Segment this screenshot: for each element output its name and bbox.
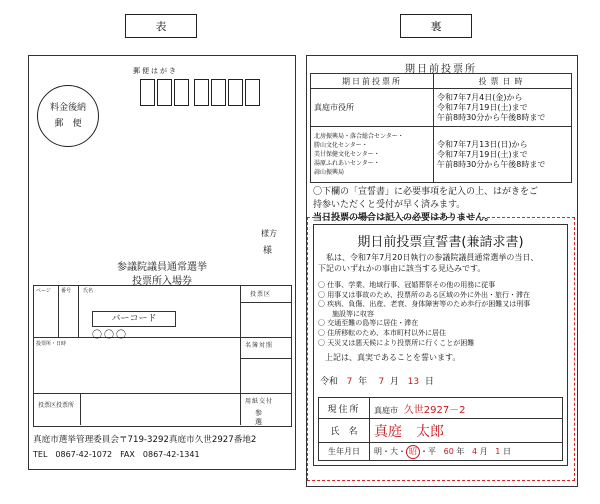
birth-year-value[interactable]: 60: [443, 446, 454, 456]
honorific-samakata: 様方: [261, 229, 277, 238]
name-label: 氏 名: [319, 419, 370, 443]
postage-stamp-mark: [37, 85, 99, 147]
stamp-line2: 郵 便: [54, 119, 82, 129]
reason-item[interactable]: 〇 用事又は事故のため、投票所のある区域の外に外出・旅行・滞在: [318, 290, 530, 299]
footer-organization: 真庭市選挙管理委員会〒719-3292真庭市久世2927番地2: [33, 435, 257, 445]
schedule-table: [310, 73, 572, 183]
birth-label: 生年月日: [319, 443, 370, 461]
col-venue-date: 投票所・日時: [36, 341, 67, 347]
oath-affirm: 上記は、真実であることを誓います。: [325, 353, 461, 362]
barcode: バーコード: [92, 311, 176, 327]
personal-info-table: [318, 397, 563, 461]
back-label: 裏: [400, 14, 472, 38]
name-value[interactable]: 真庭 太郎: [374, 423, 444, 440]
name-field[interactable]: [370, 419, 563, 443]
addr-label: 現住所: [319, 398, 370, 419]
front-label: 表: [125, 14, 197, 38]
col-ward-mark: 投票区投票所: [38, 402, 75, 409]
col-page: ページ: [36, 288, 51, 294]
date-day-value[interactable]: 13: [407, 377, 420, 387]
birth-month-value[interactable]: 4: [472, 446, 478, 456]
notice-line1: 〇下欄の「宣誓書」に必要事項を記入の上、はがきをご: [313, 187, 539, 197]
sched-head-place: 期日前投票所: [311, 74, 434, 89]
col-vote: 参: [255, 409, 262, 417]
era-showa-circled[interactable]: 昭: [406, 445, 420, 459]
birth-day-value[interactable]: 1: [495, 446, 501, 456]
col-ward: 投票区: [250, 291, 272, 298]
row2-dates: 令和7年7月13日(日)から 令和7年7月19日(土)まで 午前8時30分から午後8時まで: [434, 127, 572, 183]
oath-title: 期日前投票宣誓書(兼請求書): [357, 235, 524, 250]
stamp-line1: 料金後納: [49, 103, 86, 113]
addr-field[interactable]: 真庭市 久世2927－2: [370, 398, 563, 419]
row1-dates: 令和7年7月4日(金)から 令和7年7月19日(土)まで 午前8時30分から午後8時まで: [434, 89, 572, 127]
col-number: 番号: [61, 288, 72, 294]
sched-head-date: 投票日時: [434, 74, 572, 89]
footer-telephone: TEL 0867-42-1072 FAX 0867-42-1341: [33, 450, 200, 459]
reason-item[interactable]: 〇 天災又は悪天候により投票所に行くことが困難: [318, 338, 475, 347]
barcode-circles: 〇〇〇: [92, 330, 128, 341]
notice-line2: 持参いただくと受付が早く済みます。: [313, 200, 466, 210]
election-title: 参議院議員通常選挙: [117, 262, 207, 273]
row1-place: 真庭市役所: [311, 89, 434, 127]
col-select: 選: [255, 418, 262, 426]
col-name: 氏名: [83, 288, 94, 294]
oath-intro1: 私は、令和7年7月20日執行の参議院議員通常選挙の当日、: [318, 253, 539, 262]
reason-item[interactable]: 〇 仕事、学業、地域行事、冠婚葬祭その他の用務に従事: [318, 281, 496, 289]
col-issue: 用紙交付: [245, 398, 274, 405]
date-month-value[interactable]: 7: [378, 377, 385, 387]
addr-value[interactable]: 久世2927－2: [403, 404, 466, 416]
postcard-label: 郵便はがき: [133, 67, 178, 75]
date-year-value[interactable]: 7: [346, 377, 353, 387]
schedule-header: 期日前投票所: [405, 64, 477, 75]
honorific-sama: 様: [263, 246, 273, 256]
ticket-title: 投票所入場券: [132, 276, 192, 287]
col-reception: 名簿対照: [245, 342, 274, 349]
notice-line3: 当日投票の場合は記入の必要はありません。: [313, 213, 494, 223]
reason-item[interactable]: 〇 交通至難の島等に居住・滞在: [318, 319, 419, 328]
oath-date: 令和 7 年 7 月 13 日: [320, 377, 434, 387]
birth-field[interactable]: 明・大・ 昭 ・平 60 年 4 月 1 日: [370, 443, 563, 461]
reason-item[interactable]: 〇 住所移転のため、本市町村以外に居住: [318, 328, 446, 337]
reason-list: [318, 281, 530, 348]
reason-item: 施設等に収容: [318, 309, 374, 318]
reason-item[interactable]: 〇 疾病、負傷、出産、老衰、身体障害等のため歩行が困難又は刑事: [318, 300, 531, 309]
row2-places: 北房振興局・落合総合センター・ 勝山文化センター・ 美甘保健文化センター・ 湯原ふれあいセンター・ 蒜山振興局: [311, 127, 434, 183]
oath-intro2: 下記のいずれかの事由に該当する見込みです。: [318, 264, 486, 273]
